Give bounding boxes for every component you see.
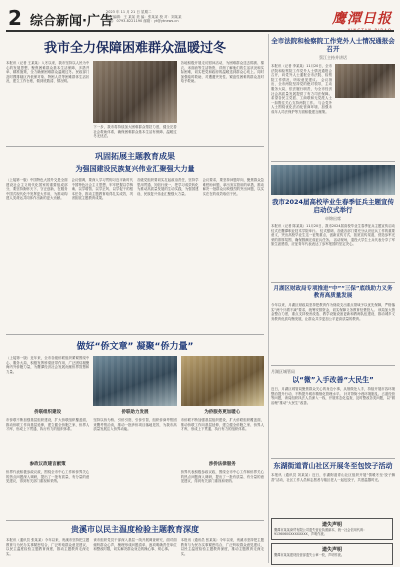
article-kicker: 月湖区城管局 — [271, 369, 295, 374]
classified-ads — [271, 515, 393, 565]
article-headline: 我市全力保障困难群众温暖过冬 — [43, 41, 226, 56]
article-finance-bureau — [271, 282, 395, 363]
article-paragraph: 会议指出，全市两院坚持党的绝对领导，主动服务大局，依法履行职责，为全市经济社会高质量发展提供了有力司法保障。希望各民主党派、工商联和无党派人士一如既往关心支持两院工作。 — [271, 77, 332, 105]
article-paragraph: 针对背街小巷环境脏乱、占道经营等问题，该局组织执法人员深入一线，开展常态化巡查，及时整改各类问题，以“微治理”推动“大民生”改善。 — [271, 391, 395, 405]
article-headline: 东湖街道青山社区开展冬至包饺子活动 — [273, 462, 393, 470]
article-body: 本报讯（记者 王某某）入冬以来，我市坚持以人民为中心的发展思想，聚焦困难群众基本生活保障，多措并举、精准施策，全力确保困难群众温暖过冬。民政部门及时摸排辖区内低保对象、特困人员等困难群体生活状况，建立工作台账，做到底数清、情况明。 — [6, 61, 90, 84]
main-column — [6, 34, 264, 563]
article-paragraph: 近日，月湖区城管局聚焦群众关心的身边小事，从细微处入手，持续开展市容环境整治提升行动，不断提升城市精细化管理水平。 — [271, 387, 395, 396]
article-body: 会议要求，要坚持问题导向，聚焦群众急难愁盼问题，拿出务实管用的举措，推动解决一批群众反映强烈的突出问题，以实实在在的成效取信于民。 — [202, 178, 264, 196]
section-name: 综合新闻·广告 — [30, 14, 113, 29]
article-body: （上接第一版）近年来，全市各级侨联组织紧紧围绕中心、服务大局，积极发挥桥梁纽带作用，广泛团结凝聚海内外侨胞力量，为鹰潭经济社会发展贡献侨界智慧和力量。 — [6, 356, 90, 374]
article-subhead: 侨联组织建设 — [34, 410, 62, 415]
article-court-briefing — [271, 34, 395, 158]
article-photo-block — [93, 61, 176, 149]
article-paragraph: 本报讯（记者 李某某）11月20日，全市法院和检察院工作党外人士情况通报会召开，向党外人士通报全市法院、检察院工作情况，听取意见建议。 — [271, 64, 332, 82]
article-byline: 蔡江主持并讲话 — [319, 55, 347, 60]
article-subheadline: 为强国建设民族复兴伟业汇聚强大力量 — [75, 165, 195, 173]
article-body: 本报讯（通讯员 张某某）今年以来，贵溪市坚持把主题教育与为民办实事紧密结合，广泛听取群众意见建议，以民主温度检验主题教育深度，推动主题教育走深走实。 — [6, 538, 90, 556]
ad-title: 遗失声明 — [321, 522, 342, 528]
article-headline: 全市法院和检察院工作党外人士情况通报会召开 — [271, 37, 395, 53]
article-body — [271, 224, 395, 274]
article-body: （上接第一版）中国特色大国外交是全面建设社会主义现代化国家的重要组成部分，要坚持胸怀天下、守正创新，在服务中国式现代化中发挥更大作用，为推动构建人类命运共同体作出新的更大贡献。 — [6, 178, 68, 201]
article-body: 市侨联不断加强基层组织建设，扩大侨联组织覆盖面，推动侨联工作向基层延伸，建立健全侨胞之家、侨界人才库，形成上下贯通、执行有力的组织体系。 — [180, 418, 264, 432]
article-photo — [93, 356, 176, 406]
ad-notice — [271, 518, 393, 540]
article-column — [181, 356, 264, 514]
article-headline: 以“微”入手改善“大民生” — [292, 376, 374, 384]
issue-contact: 电话：0793-8221190 邮箱：yt@ytnews.cn — [106, 19, 179, 23]
issue-editors: 责任编辑：王 某某 美 编：张某某 校 对：刘某某 — [106, 14, 182, 19]
article-byline: 卓锦出席 — [325, 216, 341, 221]
article-body: 各级党组织要切实扛起政治责任，坚持学思用贯通、知信行统一，把学习成效转化为推动高质量发展的生动实践，为强国建设、民族复兴伟业汇聚强大力量。 — [137, 178, 199, 196]
article-body: 本报讯（通讯员 刘某某）近日，东湖街道青山社区组织开展“情暖冬至·饺子飘香”活动，社区工作人员和志愿者与辖区老人一起包饺子，共度温馨时光。 — [271, 473, 395, 482]
page-number: 2 — [8, 6, 22, 30]
side-column — [268, 34, 397, 563]
article-headline: 月湖区财政局专项推进“中”“三保”底线助力义务教育高质量发展 — [273, 286, 393, 299]
article-headline: 做好“侨文章” 凝聚“侨力量” — [76, 342, 194, 352]
ad-notice — [271, 543, 393, 565]
logo-text: 鹰潭日报 — [332, 11, 392, 27]
article-subhead: 为侨服务更加暖心 — [204, 410, 241, 415]
article-paragraph: 该局加大资金整合力度，重点支持校舍改造、教学设施设备更新和教师队伍建设，推动城乡义务教育优质均衡发展，让群众共享更加公平更高质量的教育。 — [271, 307, 395, 321]
article-column — [6, 356, 89, 514]
article-urban-management — [271, 365, 395, 456]
article-body: 下一步，我市将持续加大困难群众帮扶力度，健全完善社会救助体系，确保困难群众基本生活有保障、温暖过冬无忧虑。 — [93, 125, 177, 139]
article-paragraph: 与会党外人士围绕优化法治化营商环境、加强未成年人司法保护等方面积极建言献策。 — [271, 100, 332, 114]
article-body — [271, 387, 395, 457]
article-headline: 巩固拓展主题教育成果 — [95, 152, 175, 161]
masthead — [6, 4, 394, 30]
article-dumplings — [271, 458, 395, 514]
article-paragraph: 本报讯（记者 陈某某）11月20日，我市2024届高校毕业生春季征兵主题宣传启动仪式在鹰潭职业技术学院举行。 — [271, 224, 395, 233]
article-recruitment — [271, 161, 395, 280]
issue-date: 2023 年 11 月 21 日 星期二 — [106, 10, 152, 14]
article-paragraph: 今年以来，月湖区财政局坚持把教育作为财政支出重点领域予以优先保障，严格落实“两个只增不减”要求，统筹安排资金，切实保障义务教育经费投入。 — [271, 303, 395, 312]
issue-meta — [106, 10, 216, 24]
article-body: 市侨联不断加强基层组织建设，扩大侨联组织覆盖面，推动侨联工作向基层延伸，建立健全侨胞之家、侨界人才库，形成上下贯通、执行有力的组织体系。 — [6, 418, 90, 432]
article-theme-education — [6, 146, 264, 333]
article-photo — [93, 61, 176, 123]
ad-text: 鹰潭市某某商贸有限公司遗失营业执照副本，统一社会信用代码：91360600XXXXXXXX，声明作废。 — [274, 528, 367, 536]
article-column — [93, 356, 176, 514]
article-body: 各地积极开展走访慰问活动，为困难群众送去棉被、棉衣、米面油等生活物资，详细了解他们的生活状况和实际困难，切实把党和政府的温暖送到群众心坎上。同时加强临时救助，对遭遇突发性、紧迫性困难的群众及时给予救助。 — [180, 61, 264, 84]
newspaper-page — [6, 4, 394, 563]
article-overseas-chinese — [6, 334, 264, 519]
article-body: 侨界代表积极参政议政，围绕全市中心工作和侨界关心的热点问题深入调研，提出了一批有质量、有分量的意见建议，得到有关部门重视和采纳。 — [6, 470, 90, 484]
ad-text: 鹰潭市某某建材经营部遗失公章一枚，声明作废。 — [274, 553, 345, 557]
article-body — [271, 64, 332, 158]
article-warm-winter — [6, 34, 264, 144]
article-body: 该市组织党员干部深入基层一线开展调查研究，面对面倾听群众心声，梳理形成问题清单，逐项明确责任单位和整改时限，切实解决群众身边的操心事、烦心事。 — [93, 538, 177, 552]
article-body: 本报讯（通讯员 张某某）今年以来，贵溪市坚持把主题教育与为民办实事紧密结合，广泛听取群众意见建议，以民主温度检验主题教育深度，推动主题教育走深走实。 — [180, 538, 264, 556]
article-subhead: 参政议政建言献策 — [29, 462, 66, 467]
article-body — [271, 303, 395, 358]
article-body: 坚持以侨为桥、引侨引资、引侨引智，组织侨商考察团来鹰考察洽谈，推动一批涉侨项目落地见效，为我市高质量发展注入侨界动能。 — [93, 418, 177, 432]
article-subhead: 侨联助力发展 — [121, 410, 149, 415]
article-paragraph: 仪式强调，各级各部门要充分认识征兵工作的重要意义，突出高校毕业生这一征集重点，创新宣传方式，拓宽宣传渠道，营造参军光荣的浓厚氛围，确保圆满完成征兵任务。 — [271, 228, 395, 242]
article-headline: 我市2024届高校毕业生春季征兵主题宣传启动仪式举行 — [271, 198, 395, 214]
article-body: 侨界代表积极参政议政，围绕全市中心工作和侨界关心的热点问题深入调研，提出了一批有质量、有分量的意见建议，得到有关部门重视和采纳。 — [180, 470, 264, 484]
article-photo — [181, 356, 264, 406]
article-paragraph: 活动现场，退役大学生士兵代表分享了军旅生涯感悟，应征青年代表表达了参军报国的坚定决心。 — [271, 237, 395, 247]
article-headline: 贵溪市以民主温度检验主题教育深度 — [71, 525, 199, 534]
article-guixi — [6, 520, 264, 564]
article-subhead: 涉侨法律服务 — [208, 462, 236, 467]
article-body: 会议强调，要深入学习贯彻习近平新时代中国特色社会主义思想，牢牢把握以学铸魂、以学增智、以学正风、以学促干的根本任务，推动主题教育取得扎实成效，巩固拓展主题教育成果。 — [71, 178, 133, 201]
article-photo — [271, 165, 395, 195]
ad-title: 遗失声明 — [321, 547, 342, 553]
masthead-rule — [6, 30, 394, 32]
article-photo — [335, 64, 395, 98]
